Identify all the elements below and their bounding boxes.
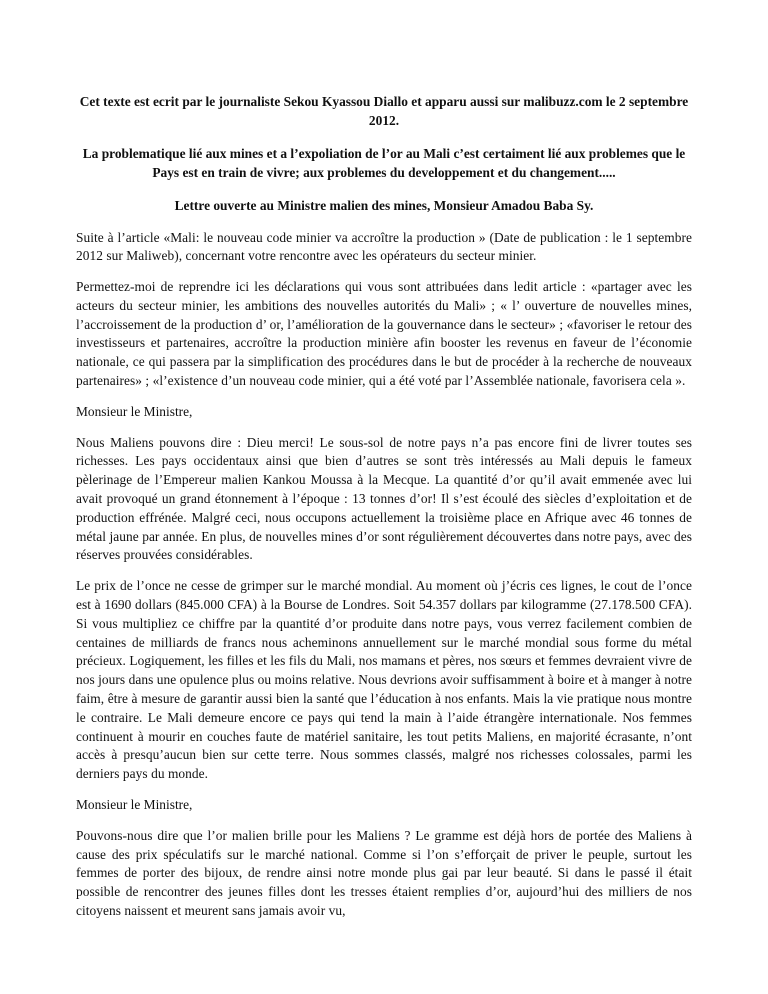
paragraph-declarations: Permettez-moi de reprendre ici les déclarations qui vous sont attribuées dans ledit article : «partager avec les acteurs du secteur minier, les ambitions des nouvelles autorités du Mali» ; « l’ ouverture de nouvelles mines, l’accroissement de la production d’ or, l’amélioration de la gouvernance dans le secteur» ; «favoriser le retour des investisseurs et partenaires, accroître la production minière afin booster les revenus en faveur de l’économie nationale, ce qui passera par la simplification des procédures dans le but de procéder à la recherche de nouveaux partenaires» ; «l’existence d’un nouveau code minier, qui a été voté par l’Assemblée nationale, favorisera cela ».: [76, 279, 692, 389]
letter-title-heading: Lettre ouverte au Ministre malien des mines, Monsieur Amadou Baba Sy.: [174, 198, 594, 213]
paragraph-gold-for-malians: Pouvons-nous dire que l’or malien brille pour les Maliens ? Le gramme est déjà hors de portée des Maliens à cause des prix spéculatifs sur le marché national. Comme si l’on s’efforçait de priver le peuple, surtout les femmes de porter des bijoux, de rendre ainsi notre monde plus gai par leur beauté. Si dans le passé il était possible de rencontrer des jeunes filles dont les tresses étaient remplies d’or, aujourd’hui des milliers de nos citoyens naissent et meurent sans jamais avoir vu,: [76, 827, 692, 918]
paragraph-gold-history: Nous Maliens pouvons dire : Dieu merci! Le sous-sol de notre pays n’a pas encore fini de livrer toutes ses richesses. Les pays occidentaux ainsi que bien d’autres se sont très intéressés au Mali depuis le fameux pèlerinage de l’Empereur malien Kankou Moussa à la Mecque. La quantité d’or qu’il avait emmenée avec lui avait provoqué un grand étonnement à l’époque : 13 tonnes d’or! Il s’est écoulé des siècles d’exploitation et de production effrénée. Malgré ceci, nous occupons actuellement la troisième place en Afrique avec 46 tonnes de métal jaune par année. En plus, de nouvelles mines d’or sont régulièrement découvertes dans notre pays, avec des réserves prouvées considérables.: [76, 434, 692, 563]
paragraph-gold-price: Le prix de l’once ne cesse de grimper sur le marché mondial. Au moment où j’écris ces lignes, le cout de l’once est à 1690 dollars (845.000 CFA) à la Bourse de Londres. Soit 54.357 dollars par kilogramme (27.178.500 CFA). Si vous multipliez ce chiffre par la quantité d’or produite dans notre pays, vous verrez facilement combien de centaines de milliards de francs nous acheminons annuellement sur le marché mondial sous forme du métal précieux. Logiquement, les filles et les fils du Mali, nos mamans et pères, nos sœurs et femmes devraient vivre de nos jours dans une opulence plus ou moins relative. Nous devrions avoir suffisamment à boire et à manger à notre faim, être à mesure de garantir aussi bien la santé que l’éducation à nos enfants. Mais la vie pratique nous montre le contraire. Le Mali demeure encore ce pays qui tend la main à l’aide étrangère internationale. Nos femmes continuent à mourir en couches faute de matériel sanitaire, les tout petits Maliens, en majorité écrasante, n’ont accès à presqu’aucun bien sur cette terre. Nous sommes classés, malgré nos richesses colossales, parmi les derniers pays du monde.: [76, 578, 692, 782]
document-page: [76, 93, 692, 933]
source-note-heading: Cet texte est ecrit par le journaliste Sekou Kyassou Diallo et apparu aussi sur malibuzz.com le 2 septembre 2012.: [79, 94, 689, 128]
salutation: Monsieur le Ministre,: [76, 403, 193, 419]
salutation: Monsieur le Ministre,: [76, 797, 193, 813]
problem-statement-heading: La problematique lié aux mines et a l’expoliation de l’or au Mali c’est certaiment lié aux problemes que le Pays est en train de vivre; aux problemes du developpement et du changement.....: [82, 146, 686, 180]
paragraph-intro: Suite à l’article «Mali: le nouveau code minier va accroître la production » (Date de publication : le 1 septembre 2012 sur Maliweb), concernant votre rencontre avec les opérateurs du secteur minier.: [76, 229, 692, 264]
